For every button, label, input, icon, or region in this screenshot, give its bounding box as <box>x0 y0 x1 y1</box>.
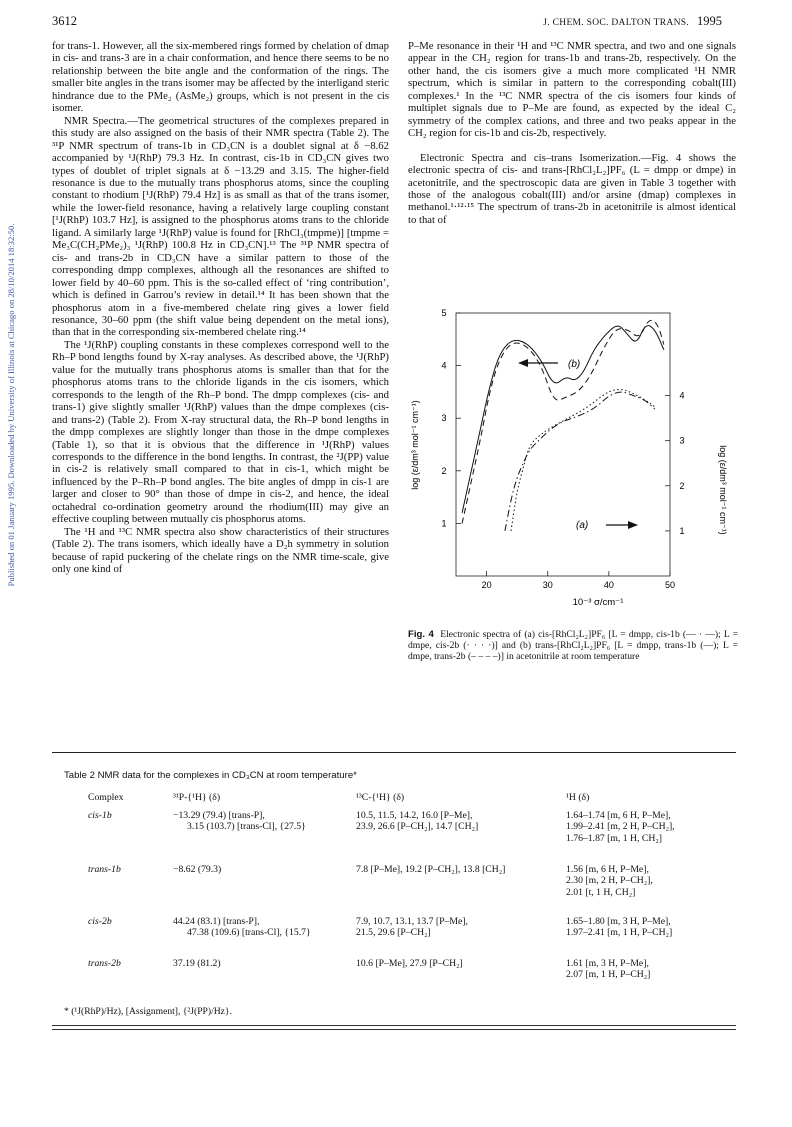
cell-c13 <box>356 810 551 833</box>
cell-h1-line: 2.30 [m, 2 H, P–CH₂], <box>566 875 653 887</box>
cell-h1-line: 1.76–1.87 [m, 1 H, CH₂] <box>566 832 662 844</box>
cell-h1 <box>566 958 731 981</box>
cell-h1-line: 1.56 [m, 6 H, P–Me], <box>566 864 649 875</box>
series-line-cis-1b <box>505 392 655 531</box>
cell-h1 <box>566 810 731 844</box>
cell-complex: cis-2b <box>88 916 112 927</box>
caption-label: Fig. 4 <box>408 629 434 640</box>
cell-c13 <box>356 958 551 969</box>
cell-c13 <box>356 916 551 939</box>
page-number: 3612 <box>52 14 77 28</box>
series-line-trans-2b <box>462 320 664 523</box>
x-axis-label: 10⁻³ σ/cm⁻¹ <box>572 597 624 608</box>
cell-c13-line: 10.6 [P–Me], 27.9 [P–CH₂] <box>356 958 463 969</box>
table-title: Table 2 NMR data for the complexes in CD₃CN at room temperature* <box>64 770 357 781</box>
paragraph: Electronic Spectra and cis–trans Isomerization.—Fig. 4 shows the electronic spectra of cis- and trans-[RhCl₂L₂]PF₆ (L = dmpp or dmpe) in acetonitrile, and the spectroscopic data are given in Table 3 together with those of the analogous cobalt(III) and/or arsine (dmap) complexes in methanol.¹·¹²·¹⁵ The spectrum of trans-2b in acetonitrile is almost identical to that of <box>408 151 736 226</box>
header-h1: ¹H (δ) <box>566 792 590 803</box>
x-tick-label: 40 <box>603 580 614 590</box>
cell-h1-line: 1.65–1.80 [m, 3 H, P–Me], <box>566 916 671 927</box>
header-c13: ¹³C-{¹H} (δ) <box>356 792 405 803</box>
paragraph: The ¹H and ¹³C NMR spectra also show characteristics of their structures (Table 2). The trans isomers, which ideally have a D₂h symmetry in solution because of rapid puckering of the chelate rings on the NMR time-scale, give only one kind of <box>52 525 389 576</box>
download-note: Published on 01 January 1995. Downloaded by University of Illinois at Chicago on 28/10/2014 18:32:50. <box>6 223 16 587</box>
paragraph: The ¹J(RhP) coupling constants in these complexes correspond well to the Rh–P bond lengths found by X-ray analyses. As described above, the ¹J(RhP) value for the mutually trans phosphorus atoms is smaller than that for the phosphorus atoms trans to the chloride ligands in the cis isomers, which corresponds to the length of the Rh–P bond. The dmpp complexes (cis- and trans-1) give slightly smaller ¹J(RhP) values than the dmpe complexes (cis- and trans-2) (Table 2). From X-ray structural data, the Rh–P bond lengths in the dmpp complexes are slightly longer than those in the dmpe complexes (Table 1), so that it is obvious that the difference in ¹J(RhP) values corresponds to the difference in the bond lengths. In contrast, the ²J(PP) value in cis-2 is relatively small compared to that in cis-1, which might be influenced by the P–Rh–P bond angles. The bite angles of dmpp in cis-1 are larger and closer to 90° than those of dmpe in cis-2, and hence, the ideal octahedral co-ordination geometry around the rhodium(III) may give an effective coupling between mutually cis phosphorus atoms. <box>52 338 389 526</box>
cell-h1-line: 1.99–2.41 [m, 2 H, P–CH₂], <box>566 821 675 833</box>
x-tick-label: 50 <box>664 580 676 590</box>
right-tick-label: 1 <box>679 525 685 536</box>
label-a: (a) <box>576 520 589 531</box>
cell-p31 <box>173 916 353 939</box>
cell-p31 <box>173 864 353 875</box>
arrow-a-head <box>628 521 638 529</box>
cell-complex: trans-2b <box>88 958 121 969</box>
cell-h1-line: 2.07 [m, 1 H, P–CH₂] <box>566 969 651 981</box>
right-tick-label: 4 <box>679 390 685 401</box>
cell-complex: trans-1b <box>88 864 121 875</box>
header-complex: Complex <box>88 792 124 803</box>
left-tick-label: 1 <box>441 518 447 529</box>
caption-text: Electronic spectra of (a) cis-[RhCl₂L₂]PF₆ [L = dmpp, cis-1b (— · —); L = dmpe, cis-2b (· · · ·)] and (b) trans-[RhCl₂L₂]PF₆ [L = dmpp, trans-1b (—); L = dmpe, trans-2b (– – – –)] in acetonitrile at room temperature <box>408 629 738 663</box>
cell-h1 <box>566 864 731 898</box>
left-tick-label: 4 <box>441 360 447 371</box>
figure-caption <box>408 629 738 663</box>
cell-c13-line: 7.9, 10.7, 13.1, 13.7 [P–Me], <box>356 916 468 927</box>
paragraph: P–Me resonance in their ¹H and ¹³C NMR spectra, and two and one signals appear in the CH₂ region for trans-1b and trans-2b, respectively. On the other hand, the cis isomers give a much more complicated ¹H NMR spectrum, which is similar in pattern to the corresponding cobalt(III) complexes.¹ In the ¹³C NMR spectra of the cis isomers four kinds of multiplet signals due to P–Me are found, as expected by the ideal C₂ symmetry of the complex cations, and three and two peaks appear in the CH₂ region for cis-1b and cis-2b, respectively. <box>408 40 736 140</box>
table-top-rule <box>52 752 736 753</box>
cell-h1 <box>566 916 731 939</box>
spectra-chart <box>408 305 736 635</box>
cell-p31-line: 47.38 (109.6) [trans-Cl], {15.7} <box>187 927 311 939</box>
cell-p31-line: 3.15 (103.7) [trans-Cl], {27.5} <box>187 821 306 833</box>
cell-complex: cis-1b <box>88 810 112 821</box>
right-tick-label: 3 <box>679 435 685 446</box>
series-line-trans-1b <box>462 326 664 513</box>
journal-name: J. CHEM. SOC. DALTON TRANS. <box>543 18 689 28</box>
left-tick-label: 3 <box>441 413 447 424</box>
cell-c13-line: 10.5, 11.5, 14.2, 16.0 [P–Me], <box>356 810 473 821</box>
left-axis-label: log (ε/dm³ mol⁻¹ cm⁻¹) <box>410 400 420 490</box>
cell-h1-line: 1.97–2.41 [m, 1 H, P–CH₂] <box>566 927 673 939</box>
cell-p31 <box>173 810 353 833</box>
cell-p31-line: −8.62 (79.3) <box>173 864 222 875</box>
series-line-cis-2b <box>511 390 655 531</box>
figure-4 <box>408 305 736 635</box>
left-tick-label: 5 <box>441 308 447 318</box>
arrow-b-head <box>518 359 528 367</box>
cell-c13-line: 23.9, 26.6 [P–CH₂], 14.7 [CH₂] <box>356 821 479 833</box>
cell-c13-line: 7.8 [P–Me], 19.2 [P–CH₂], 13.8 [CH₂] <box>356 864 506 875</box>
left-tick-label: 2 <box>441 465 447 476</box>
journal-header <box>543 14 722 29</box>
bottom-rule <box>52 1025 736 1030</box>
x-tick-label: 30 <box>542 580 553 590</box>
paragraph: for trans-1. However, all the six-membered rings formed by chelation of dmap in cis- and trans-3 are in a chair conformation, and hence there seems to be no relationship between the bite angle and the conformation of the rings. The smaller bite angles in the trans isomer may be affected by the interligand steric hindrance due to the PMe₂ (AsMe₂) groups, which is not present in the cis isomer. <box>52 40 389 115</box>
left-column <box>52 40 389 575</box>
paragraph: NMR Spectra.—The geometrical structures of the complexes prepared in this study are also assigned on the basis of their NMR spectra (Table 2). The ³¹P NMR spectrum of trans-1b in CD₃CN is a doublet signal at δ −8.62 accompanied by ¹J(RhP) 79.3 Hz. In contrast, cis-1b in CD₃CN gives two types of doublet of triplet signals at δ −13.29 and 3.15. The higher-field resonance is due to the mutually trans phosphorus atoms, since the coupling constant to rhodium [¹J(RhP) 79.4 Hz] is as small as that of the trans isomer, while the lower-field resonance, having a relatively large coupling constant [¹J(RhP) 103.7 Hz], is assigned to the phosphorus atoms trans to the chloride ligand. A similarly large ¹J(RhP) value is found for [RhCl₃(tmpme)] [tmpme = Me₃C(CH₂PMe₂)₃ ¹J(RhP) 100.8 Hz in CD₃CN].¹³ The ³¹P NMR spectra of cis- and trans-2b in CD₃CN have a similar pattern to those of the corresponding dmpp complexes, although all the resonances are shifted to lower field by 40–60 ppm. This is the so-called effect of ‘ring contribution’, which is defined in Garrou’s review in detail.¹⁴ It has been shown that the phosphorus atom in a five-membered chelate ring gives a lower field resonance, 30–60 ppm (the shift value being dependent on the metal ions), than that in the corresponding six-membered chelate ring.¹⁴ <box>52 114 389 339</box>
table-footnote: * (¹J(RhP)/Hz), [Assignment], {²J(PP)/Hz}. <box>64 1006 232 1017</box>
x-tick-label: 20 <box>481 580 492 590</box>
right-axis-label: log (ε/dm³ mol⁻¹ cm⁻¹) <box>718 445 728 535</box>
plot-frame <box>456 313 670 576</box>
cell-p31 <box>173 958 353 969</box>
cell-c13-line: 21.5, 29.6 [P–CH₂] <box>356 927 431 939</box>
journal-year: 1995 <box>697 14 722 28</box>
right-column <box>408 40 736 226</box>
cell-h1-line: 1.61 [m, 3 H, P–Me], <box>566 958 649 969</box>
right-tick-label: 2 <box>679 480 685 491</box>
cell-p31-line: −13.29 (79.4) [trans-P], <box>173 810 265 821</box>
cell-p31-line: 37.19 (81.2) <box>173 958 221 969</box>
cell-c13 <box>356 864 551 875</box>
label-b: (b) <box>568 359 581 370</box>
cell-p31-line: 44.24 (83.1) [trans-P], <box>173 916 260 927</box>
cell-h1-line: 1.64–1.74 [m, 6 H, P–Me], <box>566 810 671 821</box>
header-p31: ³¹P-{¹H} (δ) <box>173 792 221 803</box>
cell-h1-line: 2.01 [t, 1 H, CH₂] <box>566 886 636 898</box>
